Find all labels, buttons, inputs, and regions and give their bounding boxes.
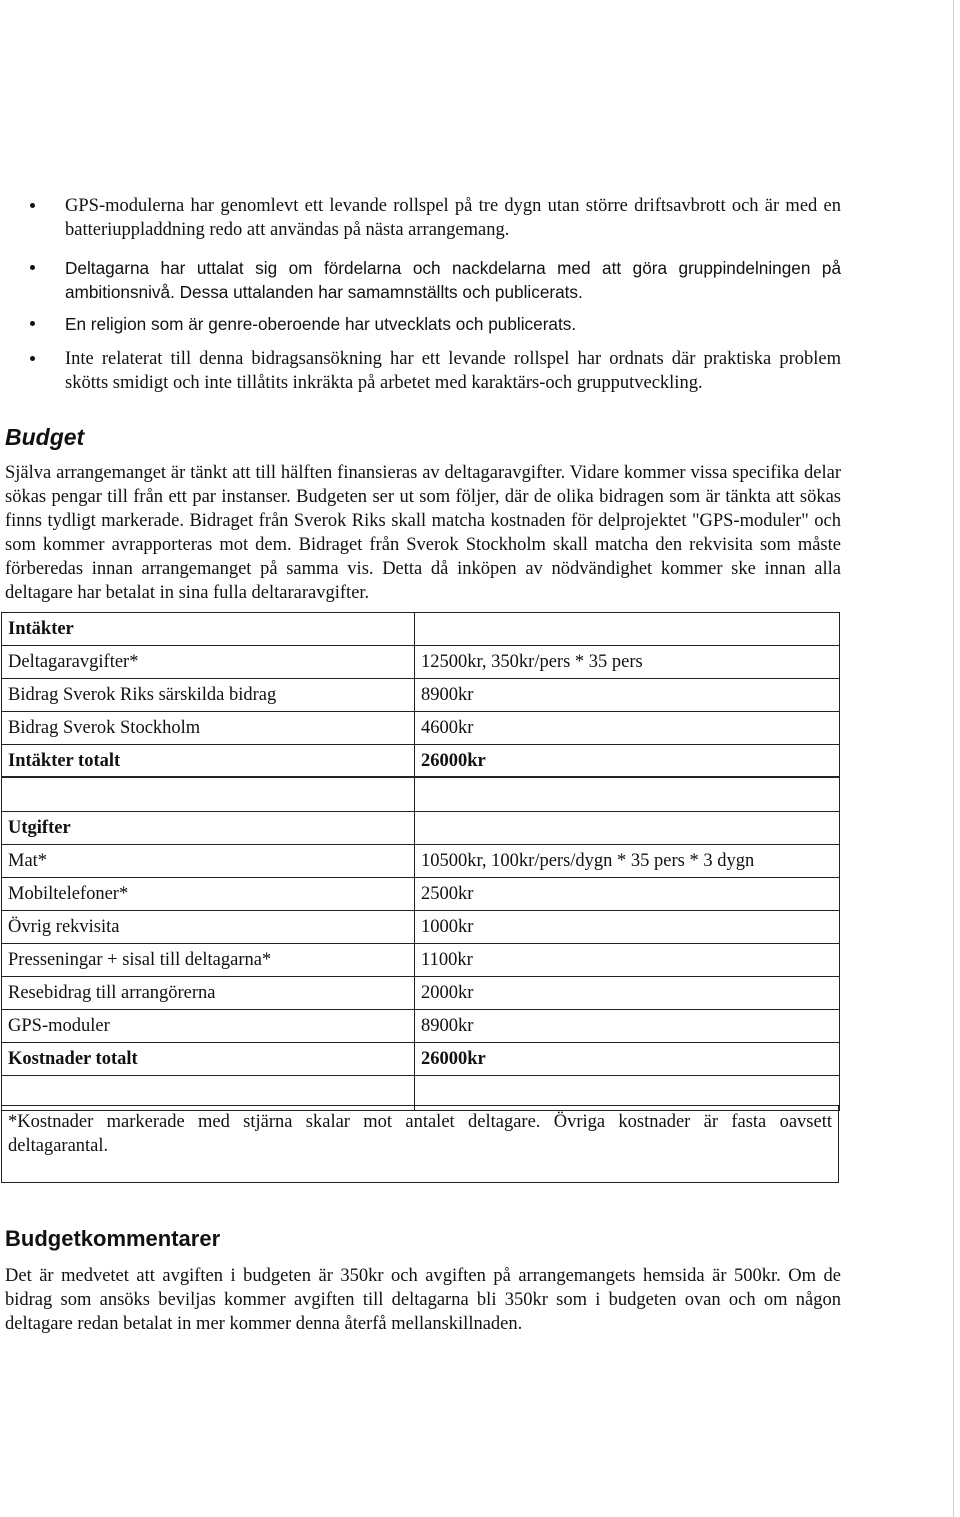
cost-amount-cell: 10500kr, 100kr/pers/dygn * 35 pers * 3 dygn	[415, 845, 840, 878]
empty-cell	[2, 777, 415, 812]
income-total-label: Intäkter totalt	[2, 745, 415, 778]
bullet-dot-icon	[30, 265, 35, 270]
table-row	[2, 977, 840, 1010]
income-amount-cell: 12500kr, 350kr/pers * 35 pers	[415, 646, 840, 679]
bullet-text: GPS-modulerna har genomlevt ett levande rollspel på tre dygn utan större driftsavbrott och är med en batteriuppladdning redo att användas på nästa arrangemang.	[65, 196, 841, 240]
table-row	[2, 1010, 840, 1043]
cost-total-label: Kostnader totalt	[2, 1043, 415, 1076]
income-header-cell: Intäkter	[2, 613, 415, 646]
bullet-dot-icon	[30, 356, 35, 361]
footnote-box	[1, 1105, 839, 1183]
table-row	[2, 712, 840, 745]
cost-total-amount: 26000kr	[415, 1043, 840, 1076]
scan-edge-line	[953, 0, 954, 1517]
empty-cell	[415, 613, 840, 646]
table-spacer-row	[2, 777, 840, 812]
cost-header-cell: Utgifter	[2, 812, 415, 845]
empty-cell	[415, 812, 840, 845]
income-item-cell: Bidrag Sverok Riks särskilda bidrag	[2, 679, 415, 712]
bullet-text: Deltagarna har uttalat sig om fördelarna och nackdelarna med att göra gruppindelningen på ambitionsnivå. Dessa uttalanden har samamnställts och publicerats.	[65, 258, 841, 302]
cost-item-cell: Mat*	[2, 845, 415, 878]
table-row	[2, 878, 840, 911]
empty-cell	[415, 777, 840, 812]
cost-amount-cell: 1000kr	[415, 911, 840, 944]
income-total-amount: 26000kr	[415, 745, 840, 778]
table-row	[2, 944, 840, 977]
table-header-row	[2, 812, 840, 845]
budget-comments-paragraph: Det är medvetet att avgiften i budgeten är 350kr och avgiften på arrangemangets hemsida är 500kr. Om de bidrag som ansöks beviljas kommer avgiften till deltagarna bli 350kr som i budgeten ovan och om någon deltagare redan betalat in mer kommer denna återfå mellanskillnaden.	[5, 1266, 841, 1334]
table-row	[2, 911, 840, 944]
bullet-text: En religion som är genre-oberoende har utvecklats och publicerats.	[65, 314, 577, 334]
cost-item-cell: Presseningar + sisal till deltagarna*	[2, 944, 415, 977]
income-item-cell: Bidrag Sverok Stockholm	[2, 712, 415, 745]
table-row	[2, 646, 840, 679]
cost-item-cell: Övrig rekvisita	[2, 911, 415, 944]
budget-comments-heading: Budgetkommentarer	[5, 1226, 221, 1251]
footnote-text: *Kostnader markerade med stjärna skalar mot antalet deltagare. Övriga kostnader är fasta oavsett deltagarantal.	[8, 1112, 832, 1156]
cost-table	[1, 776, 840, 1111]
bullet-text: Inte relaterat till denna bidragsansökning har ett levande rollspel har ordnats där praktiska problem skötts smidigt och inte tillåtits inkräkta på arbetet med karaktärs-och grupputveckling.	[65, 349, 841, 393]
cost-item-cell: Mobiltelefoner*	[2, 878, 415, 911]
table-total-row	[2, 1043, 840, 1076]
bullet-dot-icon	[30, 203, 35, 208]
table-header-row	[2, 613, 840, 646]
bullet-dot-icon	[30, 321, 35, 326]
income-amount-cell: 8900kr	[415, 679, 840, 712]
cost-amount-cell: 8900kr	[415, 1010, 840, 1043]
table-row	[2, 845, 840, 878]
cost-amount-cell: 2500kr	[415, 878, 840, 911]
income-amount-cell: 4600kr	[415, 712, 840, 745]
budget-paragraph: Själva arrangemanget är tänkt att till hälften finansieras av deltagaravgifter. Vidare kommer vissa specifika delar sökas pengar till från ett par instanser. Budgeten ser ut som följer, där de olika bidragen som är tänkta att sökas finns tydligt markerade. Bidraget från Sverok Riks skall matcha kostnaden för delprojektet "GPS-moduler" och som kommer avrapporteras mot dem. Bidraget från Sverok Stockholm skall matcha den rekvisita som måste förberedas innan arrangemanget på samma vis. Detta då inköpen av nödvändighet kommer ske innan alla deltagare har betalat in sina fulla deltararavgifter.	[5, 463, 841, 603]
table-total-row	[2, 745, 840, 778]
cost-amount-cell: 2000kr	[415, 977, 840, 1010]
income-item-cell: Deltagaravgifter*	[2, 646, 415, 679]
income-table	[1, 612, 840, 778]
table-row	[2, 679, 840, 712]
budget-heading: Budget	[5, 424, 85, 450]
cost-item-cell: GPS-moduler	[2, 1010, 415, 1043]
cost-amount-cell: 1100kr	[415, 944, 840, 977]
cost-item-cell: Resebidrag till arrangörerna	[2, 977, 415, 1010]
